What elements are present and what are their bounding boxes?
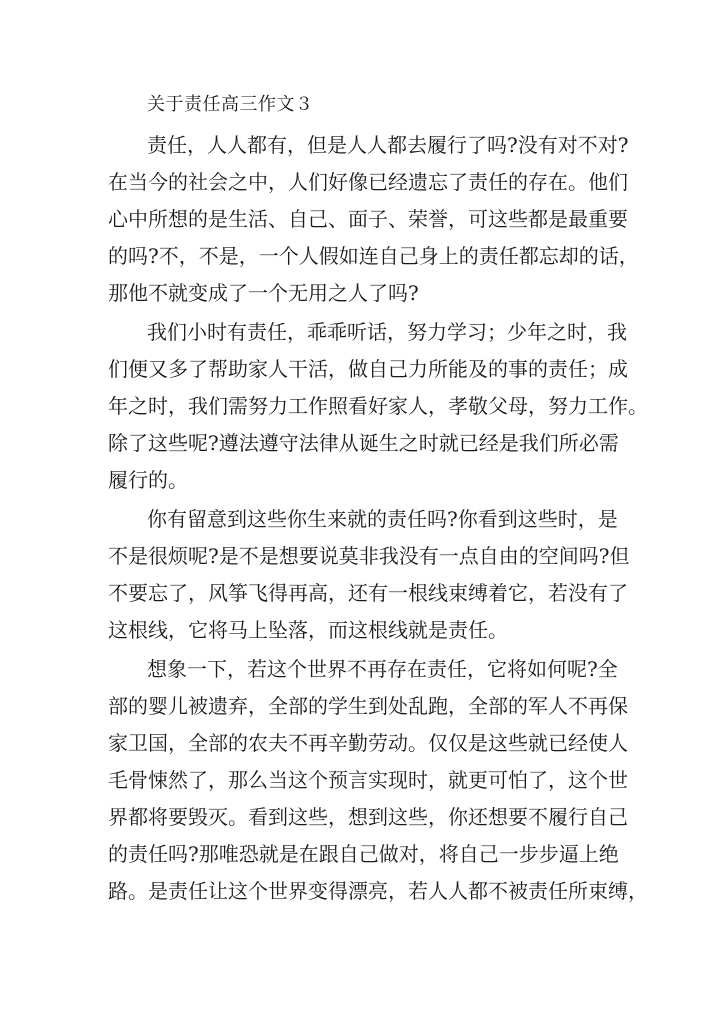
paragraph-3-line-3: 不要忘了，风筝飞得再高，还有一根线束缚着它，若没有了	[108, 581, 628, 605]
paragraph-4-line-2: 部的婴儿被遗弃，全部的学生到处乱跑，全部的军人不再保	[108, 694, 628, 718]
paragraph-2-line-1: 我们小时有责任，乖乖听话，努力学习；少年之时，我	[147, 320, 627, 344]
paragraph-4-line-6: 的责任吗?那唯恐就是在跟自己做对，将自己一步步逼上绝	[108, 842, 619, 866]
paragraph-1-line-3: 心中所想的是生活、自己、面子、荣誉，可这些都是最重要	[108, 207, 628, 231]
paragraph-3-line-1: 你有留意到这些你生来就的责任吗?你看到这些时，是	[147, 507, 618, 531]
paragraph-3-line-2: 不是很烦呢?是不是想要说莫非我没有一点自由的空间吗?但	[108, 544, 630, 568]
paragraph-2-line-3: 年之时，我们需努力工作照看好家人，孝敬父母，努力工作。	[108, 394, 648, 418]
paragraph-1-line-1: 责任，人人都有，但是人人都去履行了吗?没有对不对?	[147, 133, 629, 157]
paragraph-2-line-4: 除了这些呢?遵法遵守法律从诞生之时就已经是我们所必需	[108, 431, 619, 455]
paragraph-1-line-4: 的吗?不，不是，一个人假如连自己身上的责任都忘却的话，	[108, 244, 639, 268]
paragraph-4-line-1: 想象一下，若这个世界不再存在责任，它将如何呢?全	[147, 657, 618, 681]
paragraph-1-line-2: 在当今的社会之中，人们好像已经遗忘了责任的存在。他们	[108, 170, 628, 194]
paragraph-4-line-7: 路。是责任让这个世界变得漂亮，若人人都不被责任所束缚，	[108, 879, 648, 903]
paragraph-2-line-2: 们便又多了帮助家人干活，做自己力所能及的事的责任；成	[108, 357, 628, 381]
paragraph-4-line-3: 家卫国，全部的农夫不再辛勤劳动。仅仅是这些就已经使人	[108, 731, 628, 755]
paragraph-3-line-4: 这根线，它将马上坠落，而这根线就是责任。	[108, 618, 508, 642]
paragraph-1-line-5: 那他不就变成了一个无用之人了吗?	[108, 281, 419, 305]
paragraph-4-line-5: 界都将要毁灭。看到这些，想到这些，你还想要不履行自己	[108, 805, 628, 829]
document-title: 关于责任高三作文３	[147, 94, 314, 115]
paragraph-4-line-4: 毛骨悚然了，那么当这个预言实现时，就更可怕了，这个世	[108, 768, 628, 792]
paragraph-2-line-5: 履行的。	[108, 468, 188, 492]
